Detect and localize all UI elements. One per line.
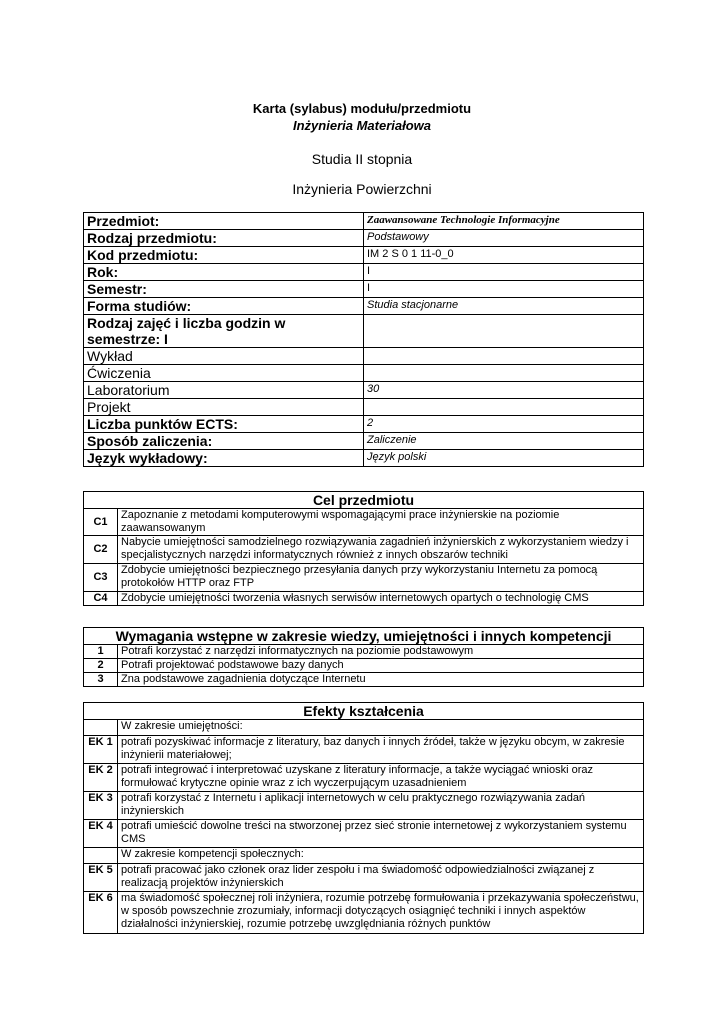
info-value [364, 365, 644, 382]
learning-outcomes-table [83, 702, 644, 934]
row-text: Potrafi projektować podstawowe bazy danych [118, 659, 644, 673]
row-label: 1 [84, 645, 118, 659]
info-value: I [364, 264, 644, 281]
info-row [84, 247, 644, 264]
info-key: Rodzaj zajęć i liczba godzin w semestrze: I [84, 315, 364, 348]
row-label [84, 720, 118, 736]
table-row [84, 509, 644, 536]
section-title: Wymagania wstępne w zakresie wiedzy, umiejętności i innych kompetencji [84, 628, 644, 645]
info-row [84, 281, 644, 298]
row-text: potrafi korzystać z Internetu i aplikacji internetowych w celu praktycznego rozwiązywania zadań inżynierskich [118, 792, 644, 820]
section-title: Efekty kształcenia [84, 703, 644, 720]
row-label: 3 [84, 673, 118, 687]
table-row [84, 659, 644, 673]
table-row [84, 645, 644, 659]
row-text: potrafi umieścić dowolne treści na stworzonej przez sieć stronie internetowej z wykorzystaniem systemu CMS [118, 820, 644, 848]
table-header-row [84, 703, 644, 720]
info-row [84, 399, 644, 416]
info-value: Zaawansowane Technologie Informacyjne [364, 213, 644, 230]
table-header-row [84, 628, 644, 645]
row-label: EK 4 [84, 820, 118, 848]
info-row [84, 213, 644, 230]
row-label: EK 6 [84, 892, 118, 934]
row-label: C1 [84, 509, 118, 536]
info-key: Forma studiów: [84, 298, 364, 315]
info-key: Przedmiot: [84, 213, 364, 230]
row-label: EK 2 [84, 764, 118, 792]
row-text: Zna podstawowe zagadnienia dotyczące Internetu [118, 673, 644, 687]
table-row [84, 764, 644, 792]
info-value: 30 [364, 382, 644, 399]
course-info-table [83, 212, 644, 467]
row-text: Zapoznanie z metodami komputerowymi wspomagającymi prace inżynierskie na poziomie zaawansowanym [118, 509, 644, 536]
subject-title: Inżynieria Materiałowa [293, 118, 431, 133]
row-text: Nabycie umiejętności samodzielnego rozwiązywania zagadnień inżynierskich z wykorzystaniem wiedzy i specjalistycznych narzędzi informatycznych również z innych obszarów techniki [118, 536, 644, 564]
info-row [84, 450, 644, 467]
info-value [364, 348, 644, 365]
row-label: 2 [84, 659, 118, 673]
info-key: Semestr: [84, 281, 364, 298]
info-value: Język polski [364, 450, 644, 467]
document-title: Karta (sylabus) modułu/przedmiotu [252, 101, 472, 116]
info-key: Język wykładowy: [84, 450, 364, 467]
row-label: C2 [84, 536, 118, 564]
course-objectives-table [83, 491, 644, 606]
table-row [84, 673, 644, 687]
table-row [84, 536, 644, 564]
table-row [84, 892, 644, 934]
table-row [84, 564, 644, 592]
row-text: Zdobycie umiejętności tworzenia własnych serwisów internetowych opartych o technologię CMS [118, 592, 644, 606]
row-text: potrafi pozyskiwać informacje z literatury, baz danych i innych źródeł, także w języku obcym, w zakresie inżynierii materiałowej; [118, 736, 644, 764]
info-value: Studia stacjonarne [364, 298, 644, 315]
row-label: C4 [84, 592, 118, 606]
row-text: Potrafi korzystać z narzędzi informatycznych na poziomie podstawowym [118, 645, 644, 659]
table-row [84, 592, 644, 606]
info-value [364, 315, 644, 348]
info-value: Podstawowy [364, 230, 644, 247]
table-row [84, 736, 644, 764]
info-key: Ćwiczenia [84, 365, 364, 382]
info-key: Kod przedmiotu: [84, 247, 364, 264]
info-row [84, 348, 644, 365]
table-row [84, 864, 644, 892]
info-value: IM 2 S 0 1 11-0_0 [364, 247, 644, 264]
info-key: Rodzaj przedmiotu: [84, 230, 364, 247]
prerequisites-table [83, 627, 644, 687]
row-text: W zakresie umiejętności: [118, 720, 644, 736]
info-key: Wykład [84, 348, 364, 365]
info-row [84, 365, 644, 382]
row-text: W zakresie kompetencji społecznych: [118, 848, 644, 864]
row-label: EK 5 [84, 864, 118, 892]
table-row [84, 792, 644, 820]
info-row [84, 230, 644, 247]
row-text: Zdobycie umiejętności bezpiecznego przesyłania danych przy wykorzystaniu Internetu za pomocą protokołów HTTP oraz FTP [118, 564, 644, 592]
row-label: C3 [84, 564, 118, 592]
info-key: Liczba punktów ECTS: [84, 416, 364, 433]
table-row [84, 820, 644, 848]
info-key: Projekt [84, 399, 364, 416]
info-row [84, 382, 644, 399]
info-value: Zaliczenie [364, 433, 644, 450]
info-value: I [364, 281, 644, 298]
info-row [84, 433, 644, 450]
row-text: ma świadomość społecznej roli inżyniera, rozumie potrzebę formułowania i przekazywania społeczeństwu, w sposób powszechnie zrozumiały, informacji dotyczących osiągnięć techniki i innych aspektów działalności inżynierskiej, rozumie potrzebę uwzględniania różnych punktów [118, 892, 644, 934]
table-row [84, 848, 644, 864]
row-label: EK 1 [84, 736, 118, 764]
row-label [84, 848, 118, 864]
table-header-row [84, 492, 644, 509]
info-row [84, 315, 644, 348]
info-row [84, 416, 644, 433]
row-text: potrafi integrować i interpretować uzyskane z literatury informacje, a także wyciągać wnioski oraz formułować krytyczne opinie wraz z ich wyczerpującym uzasadnieniem [118, 764, 644, 792]
info-row [84, 298, 644, 315]
row-label: EK 3 [84, 792, 118, 820]
specialization: Inżynieria Powierzchni [292, 181, 432, 197]
table-row [84, 720, 644, 736]
study-level: Studia II stopnia [311, 151, 413, 167]
section-title: Cel przedmiotu [84, 492, 644, 509]
info-row [84, 264, 644, 281]
info-key: Rok: [84, 264, 364, 281]
info-key: Sposób zaliczenia: [84, 433, 364, 450]
info-value: 2 [364, 416, 644, 433]
row-text: potrafi pracować jako członek oraz lider zespołu i ma świadomość odpowiedzialności związanej z realizacją projektów inżynierskich [118, 864, 644, 892]
info-key: Laboratorium [84, 382, 364, 399]
info-value [364, 399, 644, 416]
